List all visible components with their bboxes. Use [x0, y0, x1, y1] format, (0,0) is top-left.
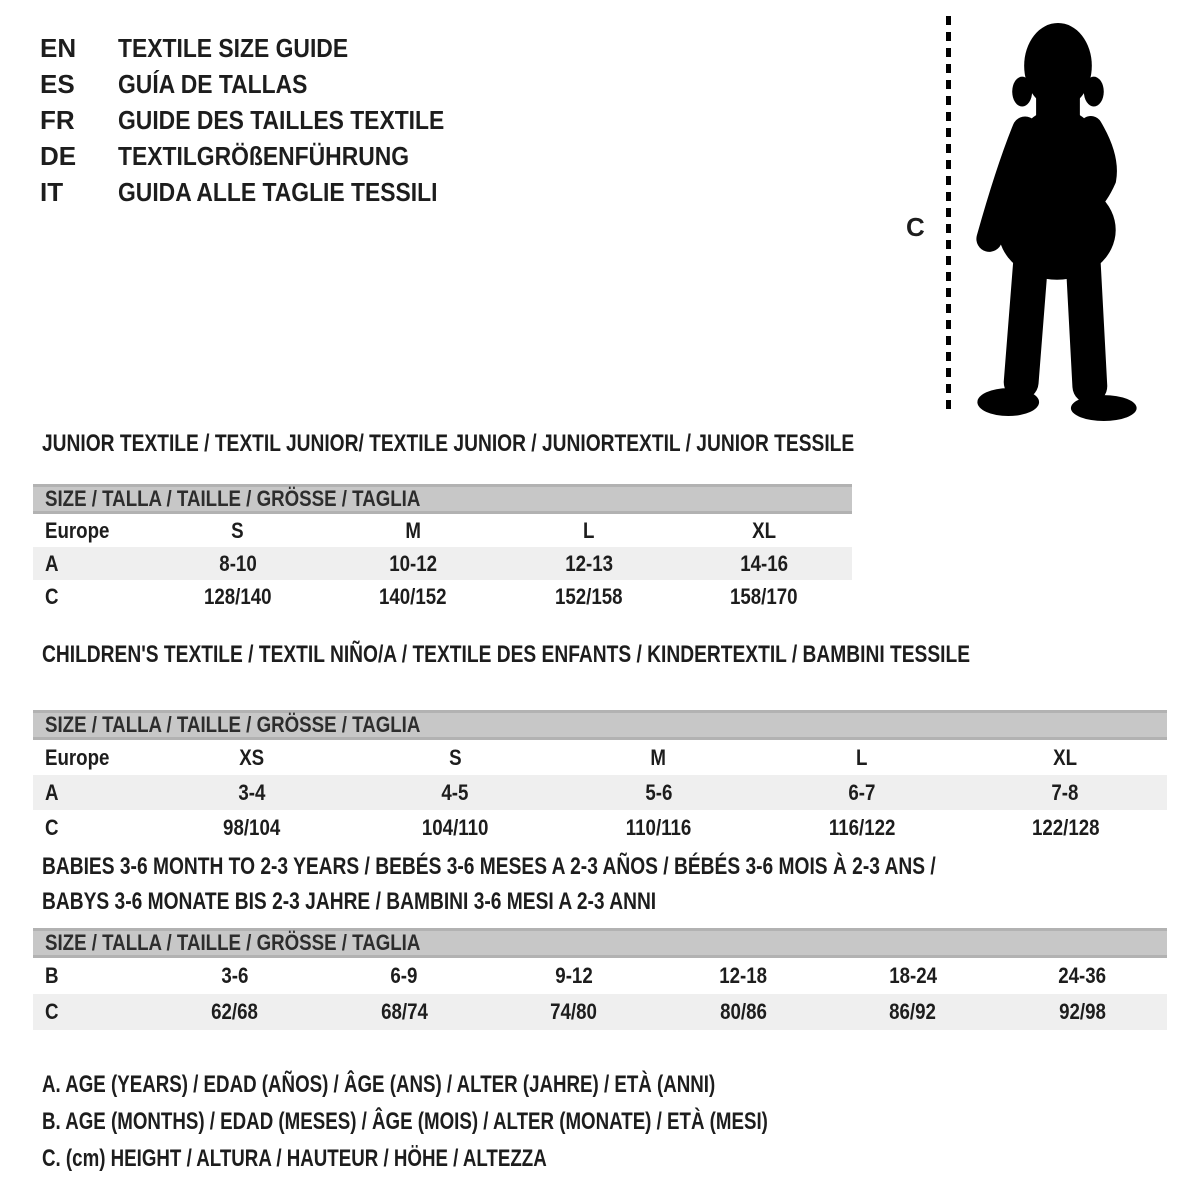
language-code: IT — [40, 177, 64, 207]
language-code: ES — [40, 69, 75, 99]
guide-title: TEXTILE SIZE GUIDE — [118, 33, 349, 63]
row-label-cell: C — [45, 815, 59, 840]
size-header-bar: SIZE / TALLA / TAILLE / GRÖSSE / TAGLIA — [33, 928, 1167, 958]
size-header-bar: SIZE / TALLA / TAILLE / GRÖSSE / TAGLIA — [33, 710, 1167, 740]
row-label-cell: B — [45, 963, 59, 988]
table-row — [33, 994, 1167, 1030]
legend-block — [42, 1066, 973, 1177]
language-row — [40, 66, 489, 102]
height-measure-label: C — [906, 212, 925, 242]
language-code: FR — [40, 105, 75, 135]
height-dashed-line — [946, 16, 951, 416]
size-value-cell: 12-13 — [564, 551, 613, 576]
guide-title: TEXTILGRÖßENFÜHRUNG — [118, 141, 410, 171]
babies-title-line-2: BABYS 3-6 MONATE BIS 2-3 JAHRE / BAMBINI 3-6 MESI A 2-3 ANNI — [42, 888, 657, 915]
size-value-cell: 116/122 — [828, 815, 896, 840]
size-header-bar: SIZE / TALLA / TAILLE / GRÖSSE / TAGLIA — [33, 484, 852, 514]
table-row — [33, 810, 1167, 845]
size-value-cell: 98/104 — [223, 815, 281, 840]
size-value-cell: 110/116 — [625, 815, 692, 840]
size-value-cell: 104/110 — [421, 815, 489, 840]
table-row — [33, 740, 1167, 775]
row-label-cell: C — [45, 584, 59, 609]
size-value-cell: 9-12 — [555, 963, 593, 988]
size-value-cell: XL — [752, 518, 777, 543]
table-row — [33, 514, 852, 547]
language-row — [40, 30, 489, 66]
size-value-cell: 6-7 — [848, 780, 876, 805]
guide-title: GUIDA ALLE TAGLIE TESSILI — [118, 177, 438, 207]
language-title-list — [40, 30, 489, 210]
language-row — [40, 102, 489, 138]
size-value-cell: XS — [239, 745, 265, 770]
babies-size-table — [33, 928, 1167, 1030]
row-label-cell: C — [45, 999, 59, 1024]
table-row — [33, 775, 1167, 810]
size-value-cell: 12-18 — [719, 963, 768, 988]
size-value-cell: 158/170 — [730, 584, 799, 609]
size-value-cell: S — [448, 745, 462, 770]
size-value-cell: 86/92 — [889, 999, 937, 1024]
size-value-cell: 7-8 — [1051, 780, 1079, 805]
size-value-cell: 24-36 — [1058, 963, 1107, 988]
size-value-cell: 140/152 — [379, 584, 448, 609]
row-label-cell: A — [45, 551, 59, 576]
babies-section-title — [42, 849, 1159, 919]
size-value-cell: 5-6 — [644, 780, 673, 805]
size-value-cell: 128/140 — [203, 584, 272, 609]
size-value-cell: 14-16 — [740, 551, 789, 576]
size-value-cell: 6-9 — [390, 963, 418, 988]
size-value-cell: 152/158 — [554, 584, 623, 609]
size-value-cell: S — [231, 518, 244, 543]
table-row — [33, 547, 852, 580]
language-code: DE — [40, 141, 77, 171]
language-row — [40, 138, 489, 174]
size-value-cell: L — [583, 518, 595, 543]
size-value-cell: M — [650, 745, 667, 770]
legend-line-age-years: A. AGE (YEARS) / EDAD (AÑOS) / ÂGE (ANS) / ALTER (JAHRE) / ETÀ (ANNI) — [42, 1071, 716, 1098]
language-row — [40, 174, 489, 210]
size-value-cell: 80/86 — [719, 999, 767, 1024]
junior-section-title: JUNIOR TEXTILE / TEXTIL JUNIOR/ TEXTILE JUNIOR / JUNIORTEXTIL / JUNIOR TESSILE — [42, 430, 855, 457]
size-value-cell: 62/68 — [211, 999, 259, 1024]
row-label-cell: Europe — [45, 518, 110, 543]
legend-line-height-cm: C. (cm) HEIGHT / ALTURA / HAUTEUR / HÖHE / ALTEZZA — [42, 1145, 547, 1172]
size-value-cell: 18-24 — [888, 963, 937, 988]
size-value-cell: 3-4 — [238, 780, 266, 805]
size-value-cell: 10-12 — [389, 551, 438, 576]
table-row — [33, 958, 1167, 994]
size-value-cell: XL — [1053, 745, 1078, 770]
size-value-cell: 122/128 — [1031, 815, 1100, 840]
children-size-table — [33, 710, 1167, 845]
legend-line-age-months: B. AGE (MONTHS) / EDAD (MESES) / ÂGE (MOIS) / ALTER (MONATE) / ETÀ (MESI) — [42, 1108, 768, 1135]
guide-title: GUIDE DES TAILLES TEXTILE — [118, 105, 445, 135]
row-label-cell: A — [45, 780, 59, 805]
row-label-cell: Europe — [45, 745, 110, 770]
size-value-cell: 68/74 — [380, 999, 428, 1024]
guide-title: GUÍA DE TALLAS — [118, 69, 308, 99]
junior-size-table — [33, 484, 852, 613]
size-value-cell: 92/98 — [1058, 999, 1106, 1024]
size-value-cell: 4-5 — [441, 780, 469, 805]
table-row — [33, 580, 852, 613]
size-value-cell: 3-6 — [221, 963, 249, 988]
toddler-silhouette-icon — [968, 12, 1143, 425]
babies-title-line-1: BABIES 3-6 MONTH TO 2-3 YEARS / BEBÉS 3-6 MESES A 2-3 AÑOS / BÉBÉS 3-6 MOIS À 2-3 ANS / — [42, 853, 936, 880]
size-value-cell: 74/80 — [550, 999, 598, 1024]
children-section-title: CHILDREN'S TEXTILE / TEXTIL NIÑO/A / TEXTILE DES ENFANTS / KINDERTEXTIL / BAMBINI TESSILE — [42, 641, 971, 668]
size-value-cell: 8-10 — [219, 551, 257, 576]
size-value-cell: L — [856, 745, 868, 770]
size-value-cell: M — [405, 518, 422, 543]
language-code: EN — [40, 33, 77, 63]
